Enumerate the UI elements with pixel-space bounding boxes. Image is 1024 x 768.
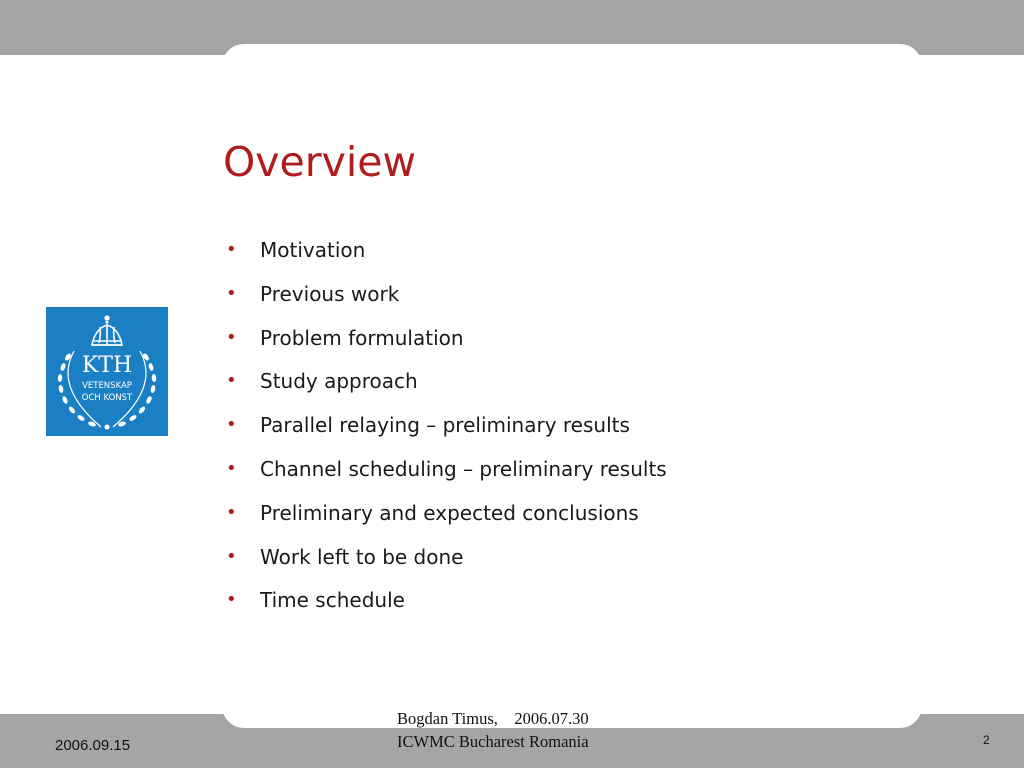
bullet-icon: • xyxy=(226,501,237,523)
bullet-icon: • xyxy=(226,239,237,260)
footer-date: 2006.09.15 xyxy=(55,737,131,754)
bullet-text: Study approach xyxy=(260,369,418,394)
logo-line2-text: OCH KONST xyxy=(81,393,133,403)
bullet-text: Work left to be done xyxy=(260,544,464,569)
bullet-icon: • xyxy=(226,282,237,304)
bullet-text: Preliminary and expected conclusions xyxy=(260,500,639,525)
bullet-text: Previous work xyxy=(260,281,400,306)
bullet-text: Parallel relaying – preliminary results xyxy=(260,413,630,438)
kth-logo xyxy=(46,307,168,436)
bullet-text: Motivation xyxy=(260,238,366,262)
kth-crest-icon xyxy=(46,307,168,436)
bullet-icon: • xyxy=(226,414,237,436)
logo-kth-text: KTH xyxy=(81,353,133,378)
bullet-text: Problem formulation xyxy=(260,325,464,350)
bullet-text: Time schedule xyxy=(260,588,405,613)
footer-author-block xyxy=(397,707,589,753)
bullet-icon: • xyxy=(226,370,237,392)
bullet-icon: • xyxy=(226,326,237,348)
crown-icon xyxy=(92,325,122,345)
bullet-icon: • xyxy=(226,589,237,611)
bullet-icon: • xyxy=(226,457,237,479)
page-number: 2 xyxy=(983,733,990,747)
slide-title: Overview xyxy=(223,138,417,186)
logo-line1-text: VETENSKAP xyxy=(82,381,132,391)
footer-author-line: Bogdan Timus, 2006.07.30 xyxy=(397,709,589,728)
bullet-icon: • xyxy=(226,545,237,567)
footer-venue-line: ICWMC Bucharest Romania xyxy=(397,732,589,751)
bullet-text: Channel scheduling – preliminary results xyxy=(260,456,667,481)
